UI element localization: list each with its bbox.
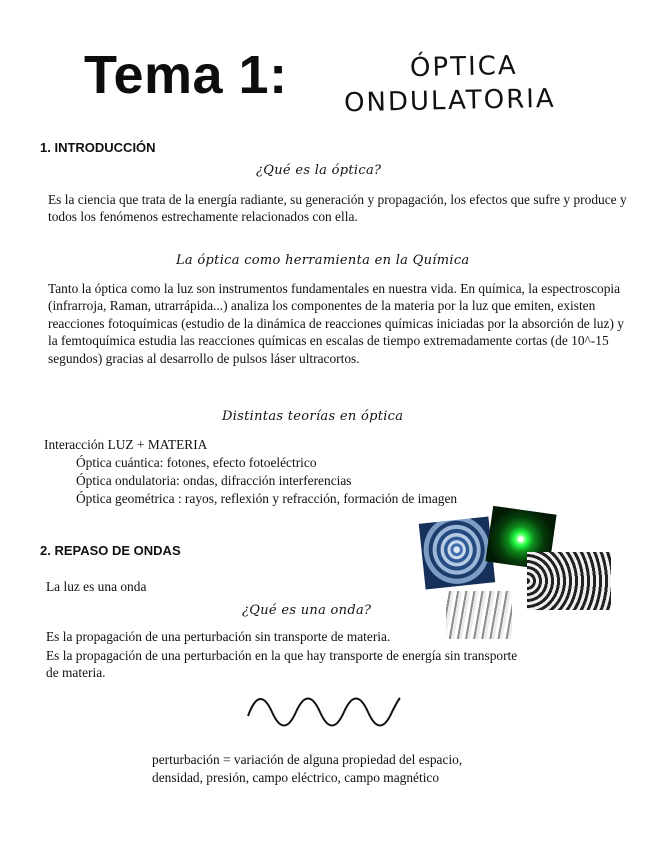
theory-item: Óptica cuántica: fotones, efecto fotoeléctrico <box>76 455 317 470</box>
water-ripple-image <box>419 517 496 590</box>
definition-onda-2: Es la propagación de una perturbación en la que hay transporte de energía sin transporte <box>46 648 518 663</box>
interference-pattern-image <box>527 552 611 610</box>
intro-luz-onda: La luz es una onda <box>46 579 147 594</box>
sine-wave-icon <box>246 688 402 734</box>
definition-onda-2-cont: de materia. <box>46 665 106 680</box>
theory-item: Óptica geométrica : rayos, reflexión y refracción, formación de imagen <box>76 491 458 506</box>
definition-onda-1: Es la propagación de una perturbación sin transporte de materia. <box>46 629 391 644</box>
title-optica: ÓPTICA <box>409 50 518 84</box>
section-heading-introduccion: 1. INTRODUCCIÓN <box>40 140 156 155</box>
section-heading-repaso-ondas: 2. REPASO DE ONDAS <box>40 543 181 558</box>
caption-perturbacion-2: densidad, presión, campo eléctrico, campo magnético <box>152 770 440 785</box>
caption-perturbacion-1: perturbación = variación de alguna propiedad del espacio, <box>152 752 463 767</box>
paragraph-optica-quimica: Tanto la óptica como la luz son instrumentos fundamentales en nuestra vida. En química, la espectroscopia (infrarroja, Raman, utrarrápida...) analiza los componentes de la materia por la luz que emiten, existen reacciones fotoquímicas (estudio de la dinámica de reacciones químicas iniciadas por la absorción de luz) y la femtoquímica estudia las reacciones químicas en escalas de tiempo extremadamente cortas (de 10^-15 segundos) gracias al desarrollo de pulsos láser ultracortos. <box>48 281 624 366</box>
subheading-que-es-optica: ¿Qué es la óptica? <box>256 163 382 178</box>
page-title: Tema 1: <box>84 45 288 105</box>
paragraph-definicion-optica: Es la ciencia que trata de la energía radiante, su generación y propagación, los efectos que sufre y produce y todos los fenómenos estrechamente relacionados con ella. <box>48 192 627 225</box>
subheading-que-es-onda: ¿Qué es una onda? <box>242 603 372 618</box>
title-ondulatoria: ONDULATORIA <box>343 83 556 119</box>
subheading-optica-quimica: La óptica como herramienta en la Química <box>176 253 470 268</box>
theory-item: Óptica ondulatoria: ondas, difracción interferencias <box>76 473 352 488</box>
interaction-line: Interacción LUZ + MATERIA <box>44 437 208 452</box>
subheading-teorias-optica: Distintas teorías en óptica <box>222 409 404 424</box>
diffraction-image <box>446 591 512 639</box>
